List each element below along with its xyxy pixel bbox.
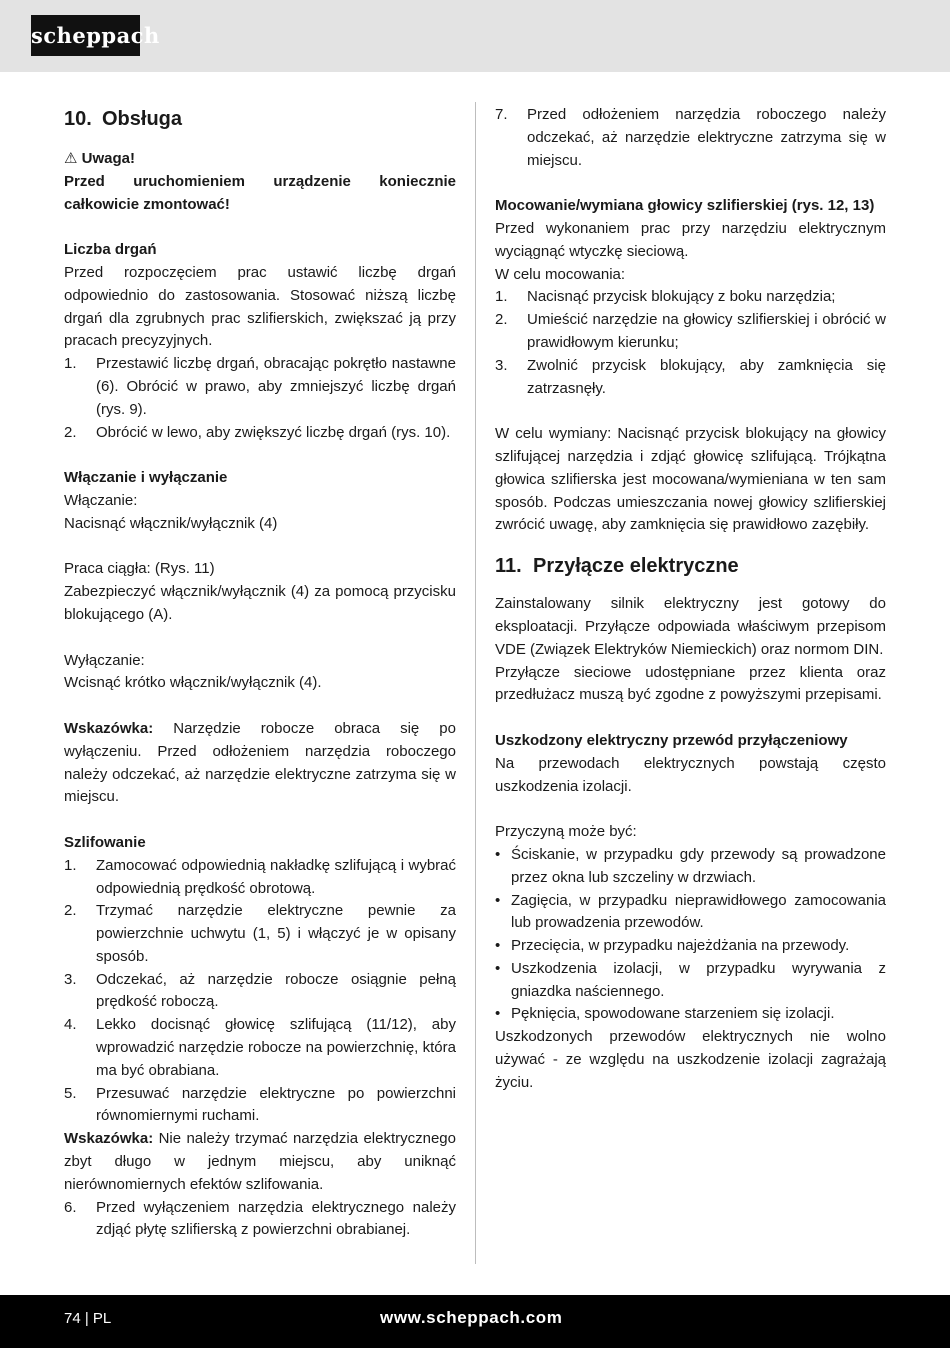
item-text: Trzymać narzędzie elektryczne pewnie za powierzchnie uchwytu (1, 5) i włączyć je w opisany sposób. xyxy=(96,902,456,965)
freq-heading: Liczba drgań xyxy=(64,241,157,259)
off-label: Wyłączanie: xyxy=(64,651,145,669)
page-footer xyxy=(0,1295,950,1348)
right-column xyxy=(495,104,886,1095)
item-number: 2. xyxy=(64,902,77,920)
item-text: Odczekać, aż narzędzie robocze osiągnie pełną prędkość roboczą. xyxy=(96,970,456,1011)
list-item xyxy=(64,422,456,445)
list-item xyxy=(64,353,456,421)
bullet-icon: • xyxy=(495,959,501,977)
mount-heading: Mocowanie/wymiana głowicy szlifierskiej (rys. 12, 13) xyxy=(495,197,875,215)
continuous-text: Zabezpieczyć włącznik/wyłącznik (4) za pomocą przycisku blokującego (A). xyxy=(64,583,456,623)
item-text: Zamocować odpowiednią nakładkę szlifującą i wybrać odpowiednią prędkość obrotową. xyxy=(96,856,456,897)
list-item xyxy=(64,1014,456,1082)
item-text: Uszkodzenia izolacji, w przypadku wyrywania z gniazdka naściennego. xyxy=(511,959,886,1000)
bullet-icon: • xyxy=(495,1005,501,1023)
website-link[interactable]: www.scheppach.com xyxy=(380,1308,563,1327)
item-text: Umieścić narzędzie na głowicy szlifierskiej i obrócić w prawidłowym kierunku; xyxy=(527,311,886,351)
section-11-heading xyxy=(495,551,886,581)
off-text: Wcisnąć krótko włącznik/wyłącznik (4). xyxy=(64,674,322,692)
bullet-icon: • xyxy=(495,845,501,863)
bullet-icon: • xyxy=(495,891,501,909)
damaged-heading: Uszkodzony elektryczny przewód przyłączeniowy xyxy=(495,731,848,749)
warning-text: Przed uruchomieniem urządzenie koniecznie całkowicie zmontować! xyxy=(64,172,456,213)
list-item xyxy=(495,104,886,172)
item-text: Zagięcia, w przypadku nieprawidłowego zamocowania lub prowadzenia przewodów. xyxy=(511,891,886,932)
final-text: Uszkodzonych przewodów elektrycznych nie wolno używać - ze względu na uszkodzenie izolacji zagrażają życiu. xyxy=(495,1028,886,1091)
bullet-item xyxy=(495,844,886,890)
item-text: Zwolnić przycisk blokujący, aby zamknięcia się zatrzasnęły. xyxy=(527,356,886,397)
item-number: 6. xyxy=(64,1198,77,1216)
list-item xyxy=(495,286,886,309)
item-number: 3. xyxy=(64,970,77,988)
cause-label: Przyczyną może być: xyxy=(495,823,637,841)
section-11-number: 11. xyxy=(495,555,522,578)
onoff-heading: Włączanie i wyłączanie xyxy=(64,469,228,487)
hint-1 xyxy=(64,718,456,809)
mount-intro: Przed wykonaniem prac przy narzędziu elektrycznym wyciągnąć wtyczkę sieciową. xyxy=(495,219,886,260)
bullet-item xyxy=(495,935,886,958)
elec-text-2: Przyłącze sieciowe udostępniane przez klienta oraz przedłużacz muszą być zgodne z powyższymi przepisami. xyxy=(495,663,886,704)
warning-heading xyxy=(64,148,456,171)
item-number: 5. xyxy=(64,1084,77,1102)
item-number: 7. xyxy=(495,106,508,123)
item-number: 4. xyxy=(64,1016,77,1034)
hint-label: Wskazówka: xyxy=(64,719,154,737)
hint-text: Narzędzie robocze obraca się po wyłączeniu. Przed odłożeniem narzędzia roboczego należy odczekać, aż narzędzie elektryczne zatrzyma się w miejscu. xyxy=(64,719,456,806)
warning-title: Uwaga! xyxy=(81,150,135,167)
elec-text-1: Zainstalowany silnik elektryczny jest gotowy do eksploatacji. Przyłącze odpowiada właściwym przepisom VDE (Związek Elektryków Niemieckich) oraz normom DIN. xyxy=(495,595,886,658)
item-number: 2. xyxy=(495,311,508,329)
item-text: Obrócić w lewo, aby zwiększyć liczbę drgań (rys. 10). xyxy=(96,423,451,441)
section-10-title: Obsługa xyxy=(102,108,183,130)
item-number: 1. xyxy=(64,856,77,874)
bullet-item xyxy=(495,1003,886,1026)
list-item xyxy=(64,969,456,1015)
hint-2 xyxy=(64,1128,456,1196)
item-number: 2. xyxy=(64,423,77,441)
scheppach-logo: scheppach xyxy=(31,15,140,56)
on-label: Włączanie: xyxy=(64,491,138,509)
list-item xyxy=(495,355,886,401)
mount-label: W celu mocowania: xyxy=(495,265,626,283)
item-text: Nacisnąć przycisk blokujący z boku narzędzia; xyxy=(527,288,836,306)
hint-text: Nie należy trzymać narzędzia elektrycznego zbyt długo w jednym miejscu, aby uniknąć nierównomiernych efektów szlifowania. xyxy=(64,1130,456,1193)
list-item xyxy=(64,1197,456,1243)
bullet-item xyxy=(495,958,886,1004)
item-text: Przecięcia, w przypadku najeżdżania na przewody. xyxy=(511,937,850,955)
grind-heading: Szlifowanie xyxy=(64,833,146,851)
list-item xyxy=(495,309,886,355)
item-text: Przed odłożeniem narzędzia roboczego należy odczekać, aż narzędzie elektryczne zatrzyma się w miejscu. xyxy=(527,106,886,169)
section-11-title: Przyłącze elektryczne xyxy=(533,555,739,578)
section-10-number: 10. xyxy=(64,108,92,130)
continuous-label: Praca ciągła: (Rys. 11) xyxy=(64,560,215,578)
item-number: 1. xyxy=(495,288,508,306)
page-header xyxy=(0,0,950,72)
section-10-heading xyxy=(64,104,456,134)
list-item xyxy=(64,1083,456,1129)
replace-text: W celu wymiany: Nacisnąć przycisk blokujący na głowicy szlifującej narzędzia i zdjąć głowicę szlifującą. Trójkątna głowica szlifierska jest mocowana/wymieniana w ten sam sposób. Podczas umieszczania nowej głowicy szlifierskiej zwrócić uwagę, aby zamknięcia się prawidłowo zazębiły. xyxy=(495,425,886,534)
item-text: Pęknięcia, spowodowane starzeniem się izolacji. xyxy=(511,1005,835,1023)
bullet-item xyxy=(495,890,886,936)
damaged-text: Na przewodach elektrycznych powstają często uszkodzenia izolacji. xyxy=(495,754,886,795)
left-column xyxy=(64,104,456,1242)
hint-label: Wskazówka: xyxy=(64,1130,154,1148)
item-text: Przesuwać narzędzie elektryczne po powierzchni równomiernymi ruchami. xyxy=(96,1084,456,1125)
item-number: 1. xyxy=(64,355,77,373)
freq-intro: Przed rozpoczęciem prac ustawić liczbę drgań odpowiednio do zastosowania. Stosować niższą liczbę drgań dla zgrubnych prac szlifierskich, zwiększać ją przy pracach precyzyjnych. xyxy=(64,263,456,350)
item-text: Lekko docisnąć głowicę szlifującą (11/12), aby wprowadzić narzędzie robocze na powierzchnię, która ma być obrabiana. xyxy=(96,1016,456,1079)
item-text: Przed wyłączeniem narzędzia elektrycznego należy zdjąć płytę szlifierską z powierzchni obrabianej. xyxy=(96,1198,456,1239)
warning-icon: ⚠ xyxy=(64,150,78,167)
item-text: Przestawić liczbę drgań, obracając pokrętło nastawne (6). Obrócić w prawo, aby zmniejszyć liczbę drgań (rys. 9). xyxy=(96,355,456,418)
item-text: Ściskanie, w przypadku gdy przewody są prowadzone przez okna lub szczeliny w drzwiach. xyxy=(511,845,886,886)
column-divider xyxy=(475,102,476,1264)
page-number: 74 | PL xyxy=(64,1310,112,1327)
bullet-icon: • xyxy=(495,937,501,955)
on-text: Nacisnąć włącznik/wyłącznik (4) xyxy=(64,514,278,532)
list-item xyxy=(64,855,456,901)
item-number: 3. xyxy=(495,356,508,374)
list-item xyxy=(64,900,456,968)
